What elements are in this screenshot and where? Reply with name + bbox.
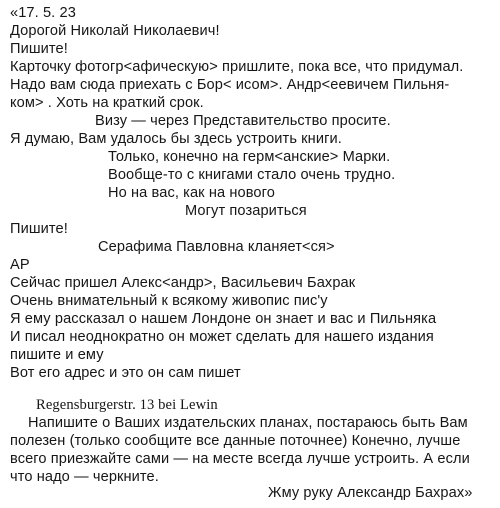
letter-line: Надо вам сюда приехать с Бор< исом>. Андр<еевичем Пильня- (10, 77, 450, 93)
letter-line: Могут позариться (185, 203, 307, 219)
letter-line: Но на вас, как на нового (108, 185, 275, 201)
letter-line: Только, конечно на герм<анские> Марки. (108, 149, 391, 165)
postscript-line: что надо — черкните. (10, 469, 159, 485)
letter-line: Я ему рассказал о нашем Лондоне он знает и вас и Пильняка (10, 311, 437, 327)
letter-line: И писал неоднократно он может сделать для нашего издания (10, 329, 434, 345)
letter-date: «17. 5. 23 (10, 5, 76, 21)
postscript-line: Напишите о Ваших издательских планах, постараюсь быть Вам (28, 415, 468, 431)
letter-line: Вот его адрес и это он сам пишет (10, 365, 241, 381)
letter-greeting: Дорогой Николай Николаевич! (10, 23, 220, 39)
letter-line: ком> . Хоть на краткий срок. (10, 95, 204, 111)
letter-line: пишите и ему (10, 347, 104, 363)
letter-line: Вообще-то с книгами стало очень трудно. (108, 167, 396, 183)
letter-line: Пишите! (10, 41, 68, 57)
letter-line: Карточку фотогр<афическую> пришлите, пока все, что придумал. (10, 59, 464, 75)
letter-line: Очень внимательный к всякому живопис пис'у (10, 293, 328, 309)
letter-line: Пишите! (10, 221, 68, 237)
letter-line: Сейчас пришел Алекс<андр>, Васильевич Бахрак (10, 275, 356, 291)
postscript-line: полезен (только сообщите все данные поточнее) Конечно, лучше (10, 433, 461, 449)
letter-line: Визу — через Представительство просите. (95, 113, 391, 129)
letter-line: Серафима Павловна кланяет<ся> (98, 239, 335, 255)
letter-initials: АР (10, 257, 30, 273)
address-line: Regensburgerstr. 13 bei Lewin (36, 397, 218, 413)
letter-line: Я думаю, Вам удалось бы здесь устроить книги. (10, 131, 342, 147)
closing-signature: Жму руку Александр Бахрах» (268, 485, 473, 501)
postscript-line: всего приезжайте сами — на месте всегда лучше устроить. А если (10, 451, 470, 467)
